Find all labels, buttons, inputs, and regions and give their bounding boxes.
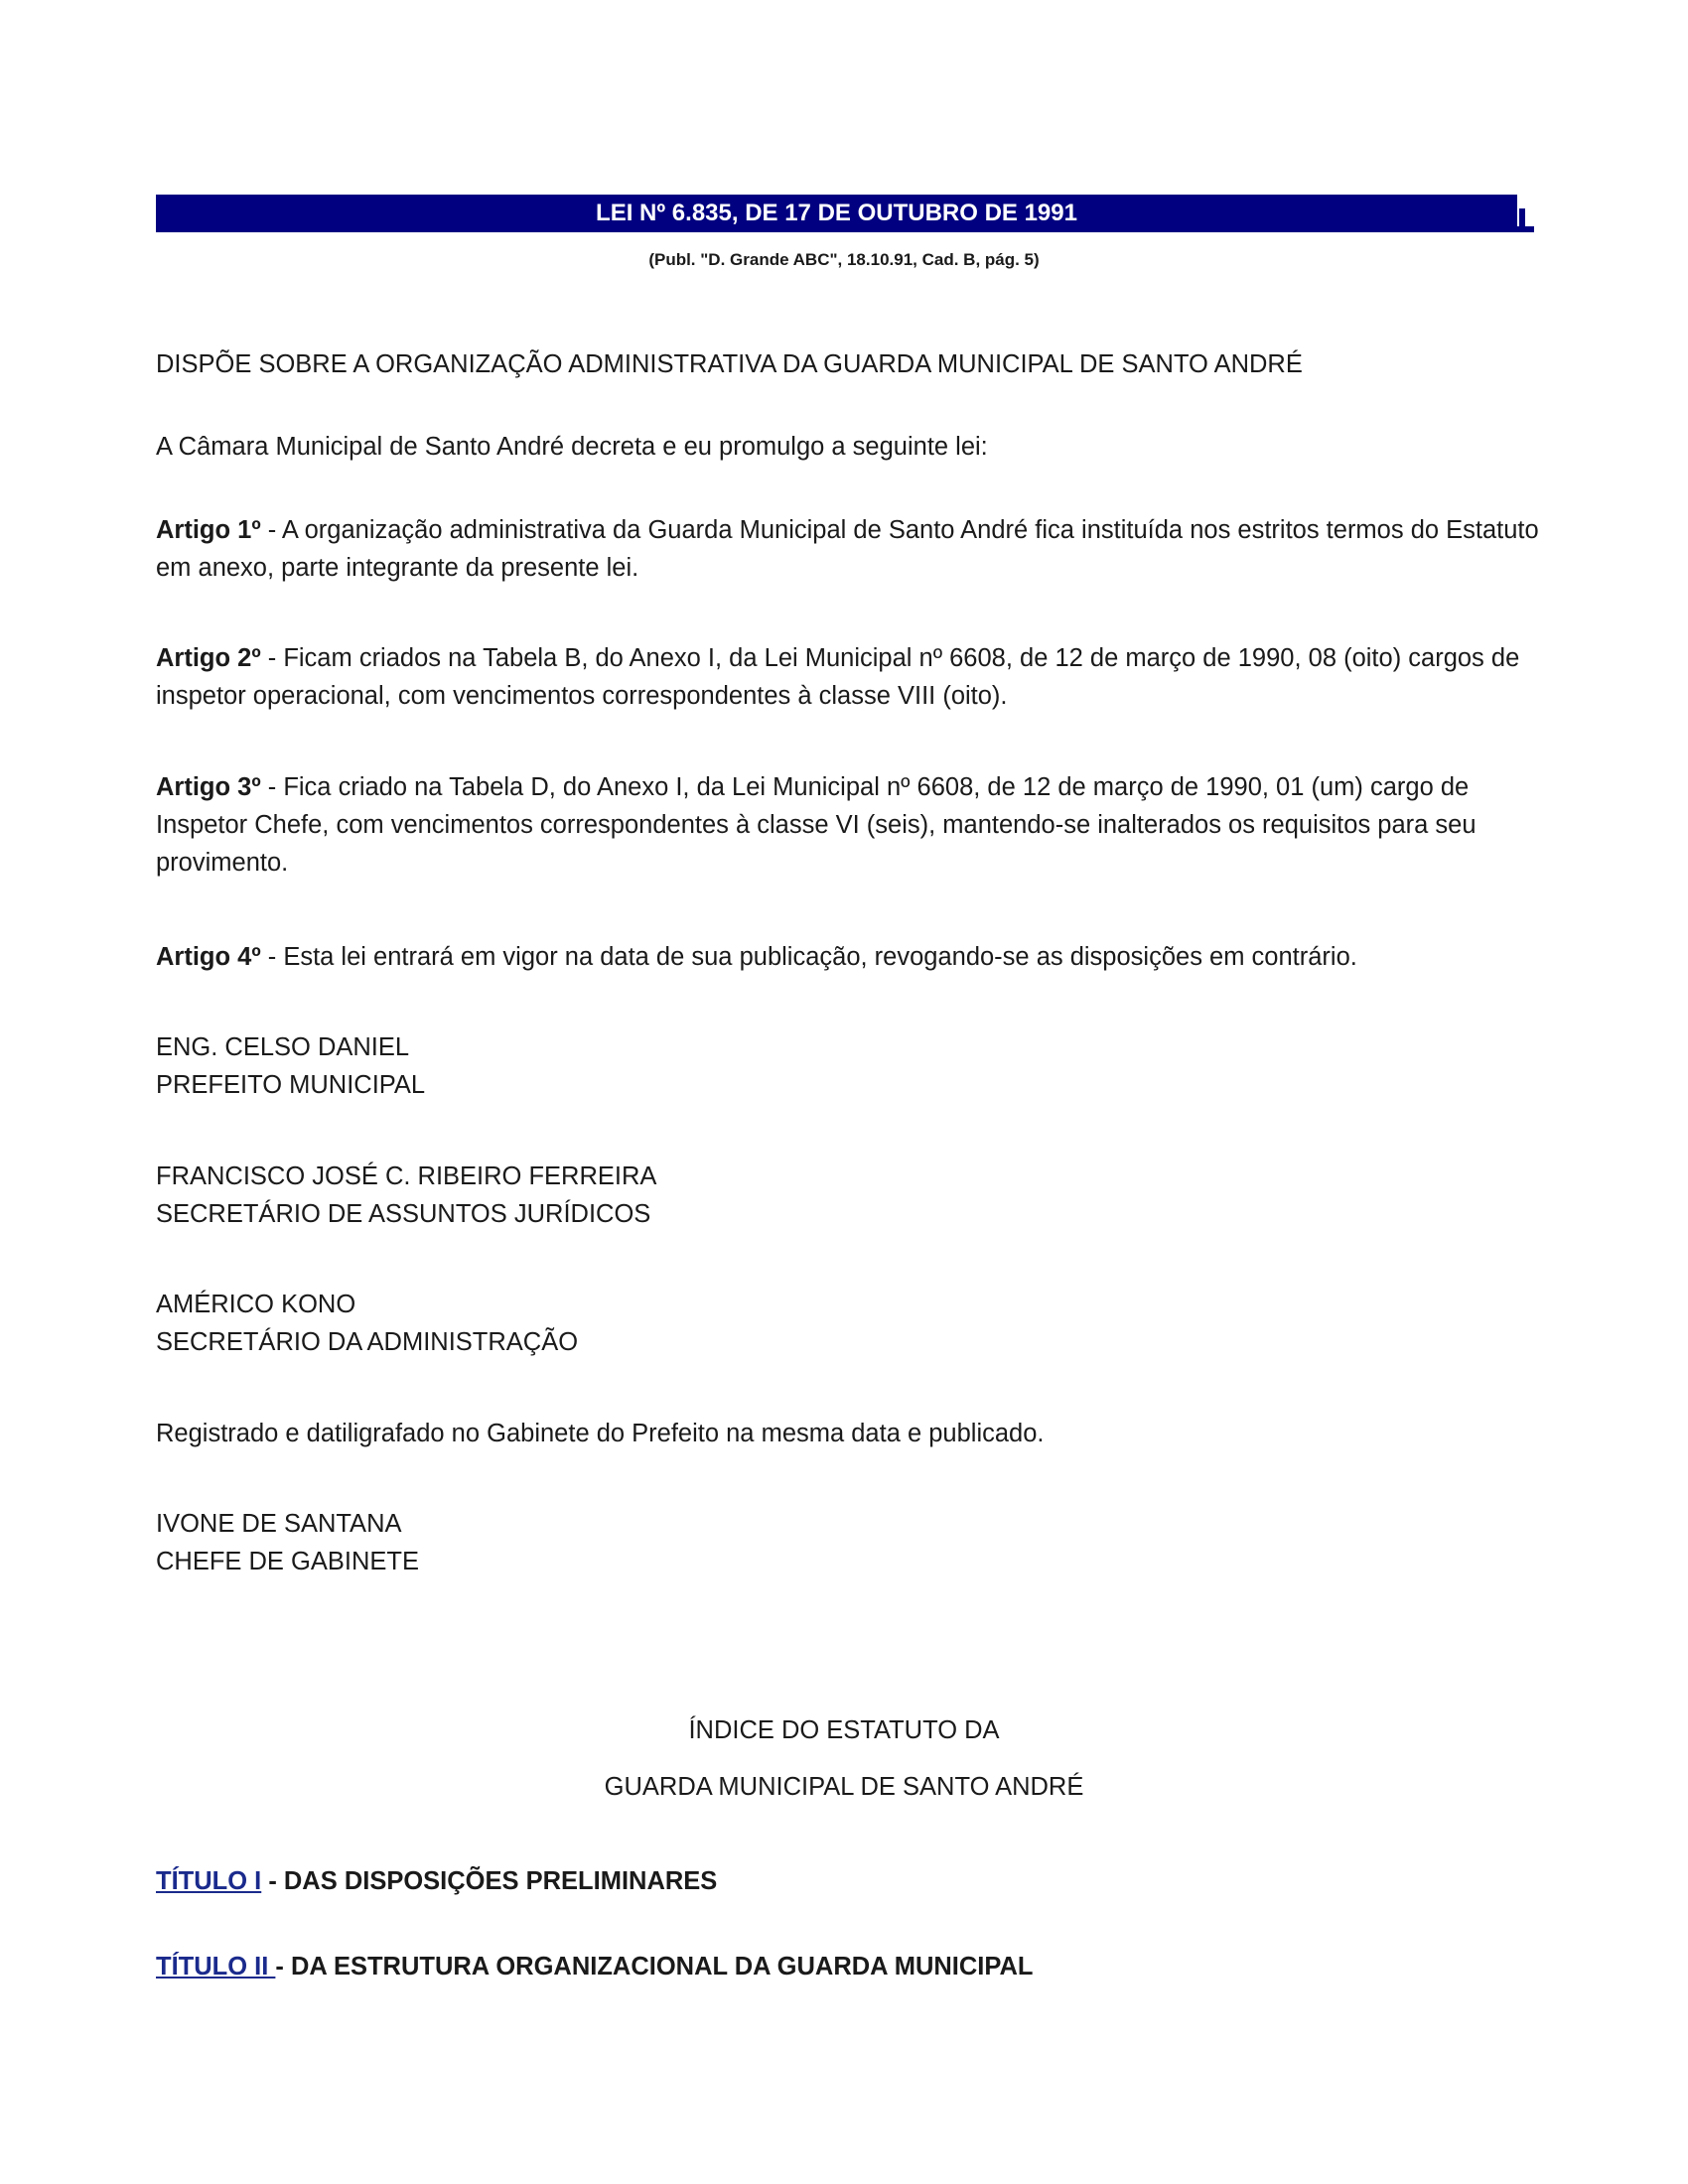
index-entry-text: - DAS DISPOSIÇÕES PRELIMINARES xyxy=(261,1867,718,1895)
article-1 xyxy=(156,511,1546,587)
article-4-text: - Esta lei entrará em vigor na data de sua publicação, revogando-se as disposições em contrário. xyxy=(260,943,1357,971)
article-1-text: - A organização administrativa da Guarda Municipal de Santo André fica instituída nos estritos termos do Estatuto em anexo, parte integrante da presente lei. xyxy=(156,516,1539,582)
titulo-i-link[interactable]: TÍTULO I xyxy=(156,1867,262,1895)
law-title: LEI Nº 6.835, DE 17 DE OUTUBRO DE 1991 xyxy=(596,200,1077,226)
preamble: A Câmara Municipal de Santo André decreta e eu promulgo a seguinte lei: xyxy=(156,433,988,461)
index-entry xyxy=(156,1862,1546,1900)
article-3-label: Artigo 3º xyxy=(156,773,261,801)
chief-of-staff-block xyxy=(156,1505,1546,1580)
article-3-text: - Fica criado na Tabela D, do Anexo I, da Lei Municipal nº 6608, de 12 de março de 1990, 01 (um) cargo de Inspetor Chefe, com vencimentos correspondentes à classe VI (seis), mantendo-se inalterados os requisitos para seu provimento. xyxy=(156,773,1477,877)
article-4-label: Artigo 4º xyxy=(156,943,261,971)
article-2-text: - Ficam criados na Tabela B, do Anexo I, da Lei Municipal nº 6608, de 12 de março de 1990, 08 (oito) cargos de inspetor operacional, com vencimentos correspondentes à classe VIII (oito). xyxy=(156,644,1520,710)
signature-block xyxy=(156,1028,1546,1104)
chief-name: IVONE DE SANTANA xyxy=(156,1510,402,1538)
article-3 xyxy=(156,768,1546,882)
index-entry-text: - DA ESTRUTURA ORGANIZACIONAL DA GUARDA MUNICIPAL xyxy=(275,1953,1034,1980)
title-bar-corner xyxy=(1519,208,1525,232)
article-4 xyxy=(156,938,1546,976)
law-summary: DISPÕE SOBRE A ORGANIZAÇÃO ADMINISTRATIVA DA GUARDA MUNICIPAL DE SANTO ANDRÉ xyxy=(156,350,1303,378)
signature-block xyxy=(156,1286,1546,1361)
titulo-ii-link[interactable]: TÍTULO II xyxy=(156,1953,276,1980)
index-title-line-2: GUARDA MUNICIPAL DE SANTO ANDRÉ xyxy=(604,1773,1084,1801)
signer-role: PREFEITO MUNICIPAL xyxy=(156,1071,426,1099)
article-2-label: Artigo 2º xyxy=(156,644,261,672)
signer-role: SECRETÁRIO DE ASSUNTOS JURÍDICOS xyxy=(156,1200,651,1228)
index-entry xyxy=(156,1948,1546,1985)
index-title-line-1: ÍNDICE DO ESTATUTO DA xyxy=(688,1716,1000,1744)
registration-note: Registrado e datiligrafado no Gabinete do Prefeito na mesma data e publicado. xyxy=(156,1420,1045,1447)
signer-name: ENG. CELSO DANIEL xyxy=(156,1033,410,1061)
title-underline xyxy=(156,226,1534,232)
chief-role: CHEFE DE GABINETE xyxy=(156,1548,419,1575)
article-1-label: Artigo 1º xyxy=(156,516,261,544)
signer-name: AMÉRICO KONO xyxy=(156,1291,356,1318)
signature-block xyxy=(156,1158,1546,1233)
signer-role: SECRETÁRIO DA ADMINISTRAÇÃO xyxy=(156,1328,579,1356)
publication-note: (Publ. "D. Grande ABC", 18.10.91, Cad. B, pág. 5) xyxy=(648,250,1040,269)
signer-name: FRANCISCO JOSÉ C. RIBEIRO FERREIRA xyxy=(156,1162,657,1190)
article-2 xyxy=(156,639,1546,715)
